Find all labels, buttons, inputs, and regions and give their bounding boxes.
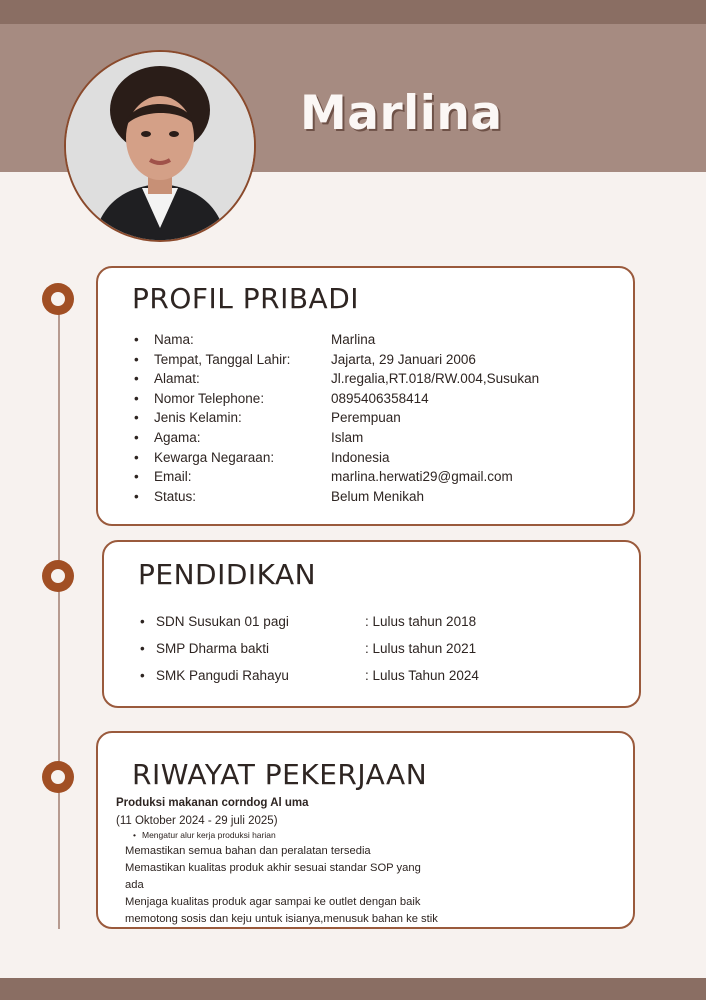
profile-label: Kewarga Negaraan: [154,449,275,465]
profile-value: Jajarta, 29 Januari 2006 [331,351,476,367]
profile-label: Email: [154,469,192,485]
job-title: Produksi makanan corndog Al uma [116,797,309,809]
profile-value: Marlina [331,332,376,347]
top-strip [0,0,706,24]
profile-label: Jenis Kelamin: [154,410,242,426]
profile-label: Status: [154,488,197,504]
education-school: SMP Dharma bakti [156,641,270,656]
education-result: : Lulus tahun 2018 [365,614,477,629]
profile-photo [64,50,256,242]
education-school: SMK Pangudi Rahayu [156,668,289,683]
education-school: SDN Susukan 01 pagi [156,614,289,629]
education-result: : Lulus Tahun 2024 [365,668,479,683]
work-title: RIWAYAT PEKERJAAN [132,758,428,791]
profile-title: PROFIL PRIBADI [132,282,360,315]
profile-label: Agama: [154,429,201,445]
job-duty-line: ada [125,879,144,891]
profile-value: Islam [331,429,364,445]
person-portrait-icon [66,52,254,240]
profile-label: Nama: [154,332,194,347]
profile-label: Nomor Telephone: [154,390,265,406]
profile-card [96,266,635,526]
job-duty-line: memotong sosis dan keju untuk isianya,menusuk bahan ke stik [125,913,438,925]
profile-value: 0895406358414 [331,390,429,406]
education-title: PENDIDIKAN [138,558,317,591]
job-duty-line: Memastikan kualitas produk akhir sesuai standar SOP yang [125,862,421,874]
timeline-dot-education [42,560,74,592]
profile-value: Indonesia [331,449,390,465]
profile-value: Jl.regalia,RT.018/RW.004,Susukan [331,371,540,387]
timeline-dot-profile [42,283,74,315]
job-duty-line: Memastikan semua bahan dan peralatan tersedia [125,845,371,857]
profile-value: Perempuan [331,410,401,426]
candidate-name: Marlina [300,86,503,141]
job-duty-line: Menjaga kualitas produk agar sampai ke outlet dengan baik [125,896,421,908]
job-period: (11 Oktober 2024 - 29 juli 2025) [116,815,278,827]
job-bullet: • Mengatur alur kerja produksi harian [142,830,276,840]
education-card [102,540,641,708]
work-card [96,731,635,929]
timeline-dot-work [42,761,74,793]
profile-label: Tempat, Tanggal Lahir: [154,351,291,367]
education-result: : Lulus tahun 2021 [365,641,477,656]
job-duties [125,843,485,928]
profile-email-value: marlina.herwati29@gmail.com [331,469,513,485]
bottom-strip [0,978,706,1000]
profile-value: Belum Menikah [331,488,425,504]
timeline-line [58,297,60,929]
profile-label: Alamat: [154,371,200,387]
